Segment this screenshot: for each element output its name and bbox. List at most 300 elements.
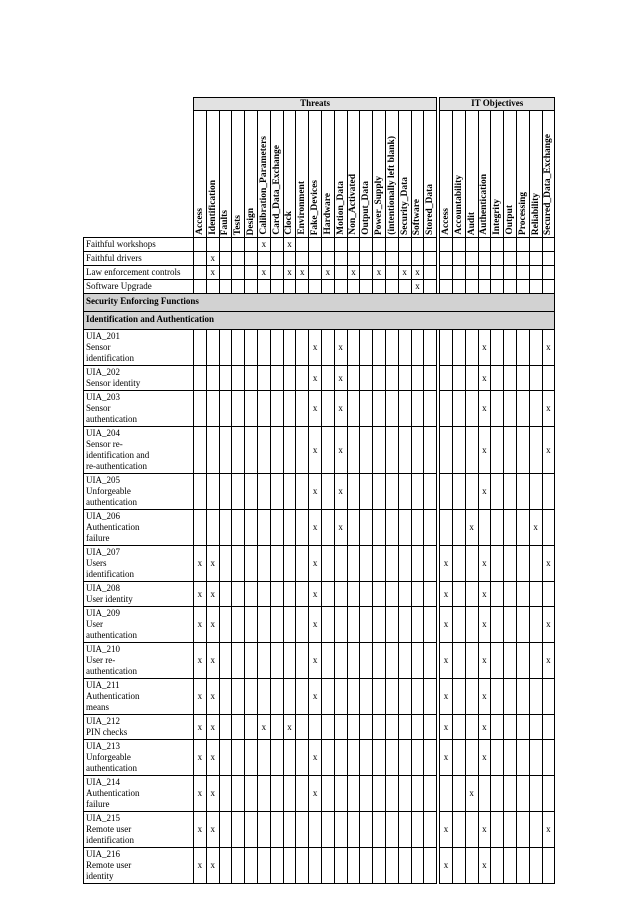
matrix-cell <box>194 582 207 607</box>
matrix-cell <box>309 510 322 546</box>
matrix-cell <box>491 546 504 582</box>
matrix-cell <box>245 582 258 607</box>
mark-x: x <box>197 588 203 599</box>
matrix-cell <box>309 474 322 510</box>
matrix-cell <box>529 607 542 643</box>
matrix-cell <box>194 280 207 294</box>
matrix-cell <box>296 330 309 366</box>
matrix-cell <box>424 366 437 391</box>
matrix-cell <box>452 607 465 643</box>
matrix-cell <box>283 812 296 848</box>
matrix-cell <box>296 740 309 776</box>
mark-x: x <box>338 372 343 383</box>
matrix-cell <box>309 582 322 607</box>
matrix-cell <box>219 740 232 776</box>
matrix-cell <box>398 812 411 848</box>
matrix-cell <box>398 427 411 474</box>
matrix-cell <box>232 643 245 679</box>
matrix-cell <box>360 812 373 848</box>
matrix-cell <box>529 776 542 812</box>
matrix-row <box>84 474 555 510</box>
matrix-cell <box>321 391 334 427</box>
row-label <box>84 474 194 510</box>
section-row <box>84 294 555 312</box>
matrix-cell <box>398 776 411 812</box>
matrix-cell <box>321 679 334 715</box>
matrix-cell <box>360 366 373 391</box>
matrix-cell <box>347 280 360 294</box>
matrix-cell <box>452 740 465 776</box>
matrix-cell <box>411 582 424 607</box>
matrix-cell <box>478 848 491 884</box>
matrix-cell <box>516 740 529 776</box>
matrix-cell <box>529 812 542 848</box>
matrix-row <box>84 776 555 812</box>
mark-x: x <box>312 522 318 532</box>
matrix-cell <box>347 330 360 366</box>
matrix-cell <box>360 238 373 252</box>
matrix-cell <box>478 715 491 740</box>
matrix-cell <box>206 252 219 266</box>
matrix-cell <box>245 848 258 884</box>
matrix-cell <box>465 252 478 266</box>
matrix-cell <box>334 252 347 266</box>
mark-x: x <box>546 444 551 455</box>
matrix-cell <box>478 238 491 252</box>
matrix-cell <box>491 679 504 715</box>
matrix-cell <box>411 266 424 280</box>
matrix-cell <box>385 280 398 294</box>
matrix-cell <box>424 474 437 510</box>
matrix-cell <box>452 266 465 280</box>
mark-x: x <box>376 267 382 277</box>
matrix-cell <box>257 252 270 266</box>
matrix-cell <box>465 391 478 427</box>
objective-column-label: Access <box>441 208 452 235</box>
mark-x: x <box>300 267 305 277</box>
matrix-cell <box>529 643 542 679</box>
matrix-cell <box>465 679 478 715</box>
matrix-cell <box>347 474 360 510</box>
matrix-cell <box>516 715 529 740</box>
mark-x: x <box>482 619 487 629</box>
matrix-cell <box>360 510 373 546</box>
matrix-cell <box>347 812 360 848</box>
matrix-cell <box>465 812 478 848</box>
mark-x: x <box>312 372 318 383</box>
matrix-cell <box>206 582 219 607</box>
mark-x: x <box>443 691 449 701</box>
requirement-description: Sensor identity <box>86 378 141 388</box>
matrix-cell <box>270 252 283 266</box>
matrix-cell <box>283 330 296 366</box>
matrix-cell <box>478 266 491 280</box>
matrix-cell <box>491 280 504 294</box>
matrix-cell <box>398 546 411 582</box>
corner-blank <box>84 98 194 238</box>
mark-x: x <box>312 588 318 599</box>
matrix-cell <box>360 643 373 679</box>
requirement-description: Remote user identity <box>86 860 132 881</box>
mark-x: x <box>312 403 318 413</box>
mark-x: x <box>482 486 487 496</box>
objective-column-label: Audit <box>466 211 477 235</box>
matrix-cell <box>270 740 283 776</box>
matrix-cell <box>398 582 411 607</box>
requirement-code: UIA_208 <box>86 583 120 593</box>
matrix-cell <box>206 280 219 294</box>
matrix-cell <box>542 510 555 546</box>
matrix-cell <box>385 427 398 474</box>
mark-x: x <box>482 342 487 352</box>
matrix-cell <box>321 812 334 848</box>
matrix-cell <box>440 510 453 546</box>
threat-column-label: Security_Data <box>399 176 410 235</box>
matrix-cell <box>206 848 219 884</box>
matrix-cell <box>504 330 517 366</box>
matrix-cell <box>270 366 283 391</box>
matrix-cell <box>516 391 529 427</box>
matrix-cell <box>491 812 504 848</box>
matrix-cell <box>529 582 542 607</box>
matrix-cell <box>424 776 437 812</box>
matrix-cell <box>296 474 309 510</box>
matrix-cell <box>232 280 245 294</box>
threat-column-label: (intentionally left blank) <box>386 136 397 235</box>
matrix-cell <box>283 848 296 884</box>
matrix-cell <box>194 238 207 252</box>
matrix-cell <box>452 546 465 582</box>
matrix-cell <box>373 607 386 643</box>
mark-x: x <box>197 860 203 870</box>
matrix-cell <box>206 330 219 366</box>
matrix-cell <box>347 715 360 740</box>
matrix-cell <box>296 715 309 740</box>
row-label <box>84 740 194 776</box>
matrix-cell <box>334 427 347 474</box>
threat-column-label: Clock <box>284 211 295 235</box>
matrix-cell <box>504 582 517 607</box>
matrix-cell <box>411 607 424 643</box>
matrix-cell <box>245 812 258 848</box>
matrix-cell <box>270 776 283 812</box>
matrix-cell <box>465 582 478 607</box>
mark-x: x <box>482 824 487 834</box>
matrix-cell <box>334 740 347 776</box>
matrix-cell <box>219 848 232 884</box>
matrix-cell <box>529 848 542 884</box>
matrix-cell <box>440 474 453 510</box>
row-label-text: Faithful workshops <box>86 239 156 249</box>
matrix-cell <box>542 546 555 582</box>
row-label <box>84 848 194 884</box>
matrix-cell <box>491 474 504 510</box>
matrix-cell <box>373 679 386 715</box>
matrix-cell <box>309 679 322 715</box>
matrix-cell <box>440 812 453 848</box>
matrix-cell <box>232 607 245 643</box>
matrix-cell <box>465 776 478 812</box>
matrix-cell <box>360 427 373 474</box>
matrix-cell <box>373 740 386 776</box>
matrix-cell <box>232 366 245 391</box>
objective-column-header <box>504 111 517 238</box>
requirement-description: Sensor authentication <box>86 403 137 424</box>
matrix-cell <box>309 280 322 294</box>
matrix-cell <box>491 848 504 884</box>
matrix-cell <box>347 266 360 280</box>
row-label <box>84 812 194 848</box>
requirement-code: UIA_210 <box>86 644 120 654</box>
matrix-cell <box>219 546 232 582</box>
matrix-cell <box>257 607 270 643</box>
mark-x: x <box>546 619 551 629</box>
matrix-cell <box>270 427 283 474</box>
matrix-cell <box>321 546 334 582</box>
threat-column-label: Access <box>194 208 205 235</box>
mark-x: x <box>443 860 449 870</box>
matrix-cell <box>360 252 373 266</box>
matrix-cell <box>411 679 424 715</box>
matrix-cell <box>206 740 219 776</box>
mark-x: x <box>210 788 215 798</box>
matrix-cell <box>309 848 322 884</box>
matrix-cell <box>491 582 504 607</box>
threat-column-header <box>219 111 232 238</box>
matrix-cell <box>309 546 322 582</box>
matrix-cell <box>398 510 411 546</box>
matrix-cell <box>440 607 453 643</box>
mark-x: x <box>210 752 215 762</box>
matrix-cell <box>452 582 465 607</box>
threat-column-header <box>245 111 258 238</box>
matrix-cell <box>347 252 360 266</box>
matrix-cell <box>491 643 504 679</box>
mark-x: x <box>402 267 407 277</box>
requirement-code: UIA_214 <box>86 777 120 787</box>
matrix-cell <box>334 776 347 812</box>
mark-x: x <box>312 342 318 352</box>
mark-x: x <box>261 239 267 249</box>
matrix-cell <box>385 776 398 812</box>
matrix-cell <box>206 266 219 280</box>
matrix-cell <box>309 238 322 252</box>
threat-column-header <box>309 111 322 238</box>
matrix-cell <box>257 812 270 848</box>
matrix-row <box>84 546 555 582</box>
matrix-cell <box>385 715 398 740</box>
matrix-cell <box>424 238 437 252</box>
row-label <box>84 330 194 366</box>
matrix-cell <box>270 546 283 582</box>
matrix-cell <box>296 238 309 252</box>
matrix-cell <box>347 607 360 643</box>
row-label-text: Faithful drivers <box>86 253 142 263</box>
matrix-cell <box>516 366 529 391</box>
matrix-row <box>84 252 555 266</box>
matrix-cell <box>296 546 309 582</box>
mark-x: x <box>287 267 292 277</box>
requirement-code: UIA_202 <box>86 367 120 377</box>
matrix-cell <box>194 848 207 884</box>
matrix-cell <box>245 510 258 546</box>
matrix-cell <box>452 510 465 546</box>
threat-column-header <box>194 111 207 238</box>
matrix-cell <box>296 252 309 266</box>
matrix-cell <box>296 366 309 391</box>
threat-column-header <box>232 111 245 238</box>
objective-column-label: Reliability <box>530 192 541 235</box>
matrix-cell <box>465 643 478 679</box>
requirement-code: UIA_212 <box>86 716 120 726</box>
matrix-cell <box>411 740 424 776</box>
matrix-cell <box>373 546 386 582</box>
matrix-cell <box>411 848 424 884</box>
matrix-cell <box>270 679 283 715</box>
matrix-cell <box>504 546 517 582</box>
matrix-cell <box>398 474 411 510</box>
threat-column-label: Calibration_Parameters <box>258 136 269 235</box>
matrix-cell <box>270 474 283 510</box>
matrix-cell <box>529 474 542 510</box>
mark-x: x <box>210 253 215 263</box>
matrix-cell <box>206 776 219 812</box>
matrix-cell <box>296 266 309 280</box>
matrix-row <box>84 582 555 607</box>
matrix-cell <box>194 546 207 582</box>
matrix-cell <box>529 252 542 266</box>
threat-column-label: Design <box>246 207 257 235</box>
matrix-cell <box>360 848 373 884</box>
matrix-cell <box>219 330 232 366</box>
matrix-cell <box>411 280 424 294</box>
matrix-cell <box>491 740 504 776</box>
matrix-cell <box>373 252 386 266</box>
matrix-cell <box>516 607 529 643</box>
matrix-cell <box>424 848 437 884</box>
matrix-cell <box>385 546 398 582</box>
objective-column-header <box>516 111 529 238</box>
mark-x: x <box>312 558 318 568</box>
matrix-cell <box>257 474 270 510</box>
matrix-cell <box>296 510 309 546</box>
threat-column-label: Motion_Data <box>335 181 346 235</box>
matrix-cell <box>385 474 398 510</box>
matrix-cell <box>270 510 283 546</box>
matrix-cell <box>232 848 245 884</box>
matrix-cell <box>542 582 555 607</box>
matrix-cell <box>465 474 478 510</box>
mark-x: x <box>351 267 356 277</box>
mark-x: x <box>287 721 292 732</box>
matrix-cell <box>206 715 219 740</box>
matrix-cell <box>219 474 232 510</box>
matrix-cell <box>385 510 398 546</box>
matrix-cell <box>347 776 360 812</box>
matrix-cell <box>424 427 437 474</box>
matrix-cell <box>334 280 347 294</box>
objective-column-header <box>478 111 491 238</box>
mark-x: x <box>210 619 215 629</box>
matrix-cell <box>194 474 207 510</box>
mark-x: x <box>312 444 318 455</box>
row-label <box>84 546 194 582</box>
threat-column-label: Tests <box>233 214 244 235</box>
matrix-cell <box>245 330 258 366</box>
matrix-cell <box>452 238 465 252</box>
matrix-cell <box>504 427 517 474</box>
matrix-cell <box>206 812 219 848</box>
matrix-cell <box>491 510 504 546</box>
matrix-cell <box>283 280 296 294</box>
mark-x: x <box>197 655 203 665</box>
matrix-cell <box>245 546 258 582</box>
matrix-cell <box>440 330 453 366</box>
matrix-cell <box>440 776 453 812</box>
matrix-cell <box>283 607 296 643</box>
matrix-cell <box>529 546 542 582</box>
matrix-cell <box>194 740 207 776</box>
matrix-cell <box>491 427 504 474</box>
matrix-cell <box>465 546 478 582</box>
matrix-row <box>84 366 555 391</box>
matrix-cell <box>385 607 398 643</box>
matrix-cell <box>516 848 529 884</box>
threat-column-header <box>283 111 296 238</box>
matrix-cell <box>309 252 322 266</box>
matrix-cell <box>270 582 283 607</box>
matrix-cell <box>398 266 411 280</box>
mark-x: x <box>443 721 449 732</box>
matrix-cell <box>440 427 453 474</box>
matrix-cell <box>504 643 517 679</box>
matrix-cell <box>478 510 491 546</box>
mark-x: x <box>197 824 203 834</box>
matrix-cell <box>491 330 504 366</box>
matrix-cell <box>424 607 437 643</box>
requirement-description: User re-authentication <box>86 655 137 676</box>
requirement-code: UIA_201 <box>86 331 120 341</box>
matrix-cell <box>373 238 386 252</box>
matrix-cell <box>360 679 373 715</box>
matrix-cell <box>334 546 347 582</box>
matrix-cell <box>478 427 491 474</box>
matrix-cell <box>465 366 478 391</box>
matrix-cell <box>219 280 232 294</box>
matrix-cell <box>504 812 517 848</box>
matrix-cell <box>309 607 322 643</box>
matrix-cell <box>321 252 334 266</box>
matrix-cell <box>283 510 296 546</box>
matrix-cell <box>452 427 465 474</box>
row-label <box>84 715 194 740</box>
matrix-cell <box>321 474 334 510</box>
row-label <box>84 280 194 294</box>
matrix-cell <box>232 266 245 280</box>
mark-x: x <box>312 619 318 629</box>
matrix-cell <box>257 643 270 679</box>
matrix-cell <box>206 546 219 582</box>
matrix-cell <box>283 546 296 582</box>
matrix-cell <box>373 330 386 366</box>
matrix-cell <box>465 266 478 280</box>
mark-x: x <box>312 752 318 762</box>
matrix-cell <box>385 848 398 884</box>
matrix-cell <box>206 427 219 474</box>
matrix-cell <box>373 812 386 848</box>
requirement-description: User authentication <box>86 619 137 640</box>
matrix-cell <box>516 546 529 582</box>
